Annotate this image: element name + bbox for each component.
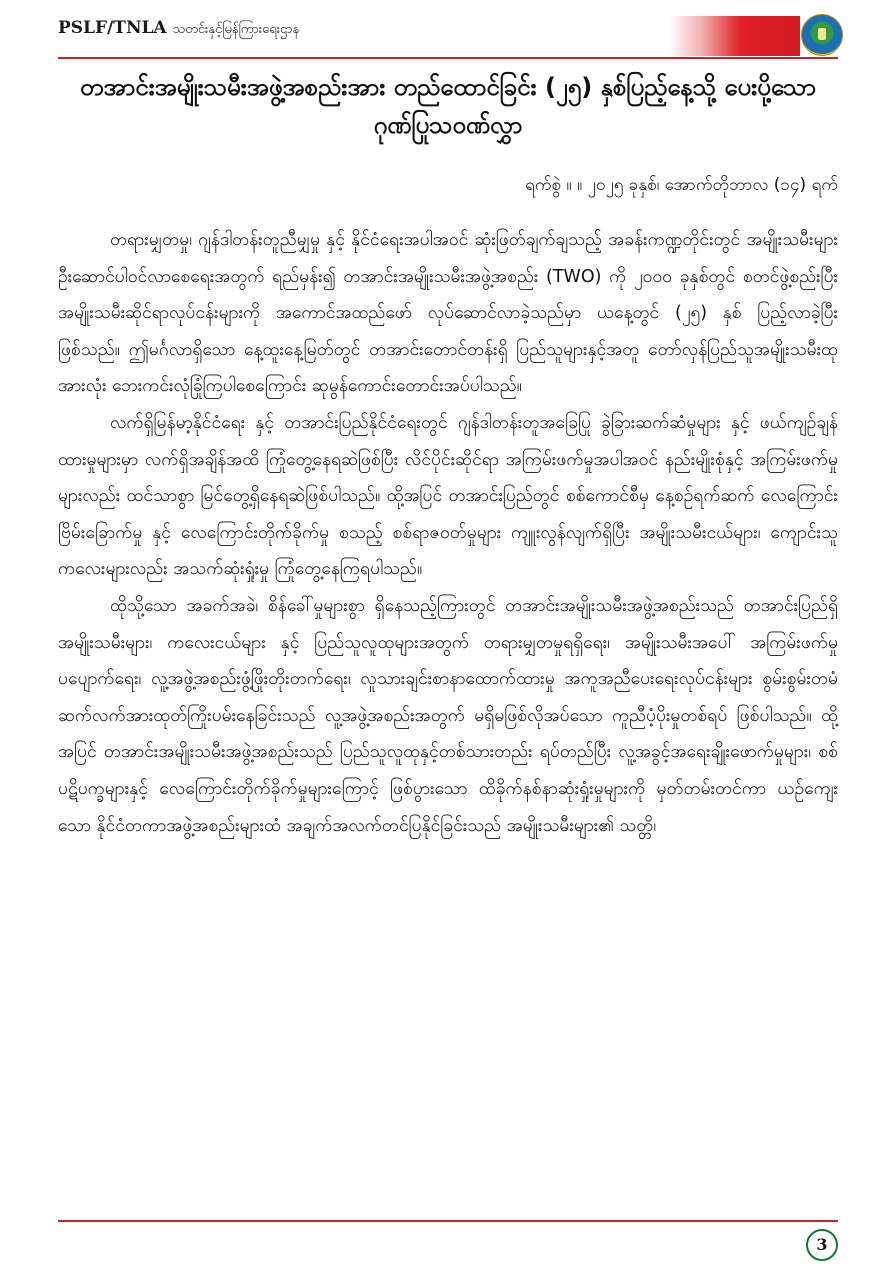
body-paragraph: ထိုသို့သော အခက်အခဲ၊ စိန်ခေါ်မှုများစွာ ရှိနေသည့်ကြားတွင် တအာင်းအမျိုးသမီးအဖွဲ့အစည်းသည် တအာင်းပြည်ရှိ အမျိုးသမီးများ၊ ကလေးငယ်များ နှင့် ပြည်သူလူထုများအတွက် တရားမျှတမှုရရှိရေး၊ အမျိုးသမီးအပေါ် အကြမ်းဖက်မှုပပျောက်ရေး၊ လူ့အဖွဲ့အစည်းဖွံ့ဖြိုးတိုးတက်ရေး၊ လူသားချင်းစာနာထောက်ထားမှု အကူအညီပေးရေးလုပ်ငန်းများ စွမ်းစွမ်းတမံ ဆက်လက်အားထုတ်ကြိုးပမ်းနေခြင်းသည် လူ့အဖွဲ့အစည်းအတွက် မရှိမဖြစ်လိုအပ်သော ကူညီပံ့ပိုးမှုတစ်ရပ် ဖြစ်ပါသည်။ ထို့အပြင် တအာင်းအမျိုးသမီးအဖွဲ့အစည်းသည် ပြည်သူလူထုနှင့်တစ်သားတည်း ရပ်တည်ပြီး လူ့အခွင့်အရေးချိုးဖောက်မှုများ၊ စစ်ပဋိပက္ခများနှင့် လေကြောင်းတိုက်ခိုက်မှုများကြောင့် ဖြစ်ပွားသော ထိခိုက်နစ်နာဆုံးရှုံးမှုများကို မှတ်တမ်းတင်ကာ ယဉ်ကျေးသော နိုင်ငံတကာအဖွဲ့အစည်းများထံ အချက်အလက်တင်ပြနိုင်ခြင်းသည် အမျိုးသမီးများ၏ သတ္တိ၊ <box>58 595 838 836</box>
document-date: ရက်စွဲ ။ ။ ၂၀၂၅ ခုနှစ်၊ အောက်တိုဘာလ (၁၄) ရက် <box>525 175 838 195</box>
logo-emblem-icon <box>818 28 826 40</box>
footer-divider <box>58 1220 838 1222</box>
header-divider <box>58 57 838 59</box>
page-header <box>0 0 896 70</box>
document-body <box>58 222 838 844</box>
body-paragraph: တရားမျှတမှု၊ ဂျန်ဒါတန်းတူညီမျှမှု နှင့် နိုင်ငံရေးအပါအဝင် ဆုံးဖြတ်ချက်ချသည့် အခန်းကဏ္ဍတိုင်းတွင် အမျိုးသမီးများ ဦးဆောင်ပါဝင်လာစေရေးအတွက် ရည်မှန်း၍ တအာင်းအမျိုးသမီးအဖွဲ့အစည်း (TWO) ကို ၂၀၀၀ ခုနှစ်တွင် စတင်ဖွဲ့စည်းပြီး အမျိုးသမီးဆိုင်ရာလုပ်ငန်းများကို အကောင်အထည်ဖော် လုပ်ဆောင်လာခဲ့သည်မှာ ယနေ့တွင် (၂၅) နှစ် ပြည့်လာခဲ့ပြီးဖြစ်သည်။ ဤမင်္ဂလာရှိသော နေ့ထူးနေ့မြတ်တွင် တအာင်းတောင်တန်းရှိ ပြည်သူများနှင့်အတူ တော်လှန်ပြည်သူအမျိုးသမီးထုအားလုံး ဘေးကင်းလုံခြုံကြပါစေကြောင်း ဆုမွန်ကောင်းတောင်းအပ်ပါသည်။ <box>58 230 838 397</box>
document-title: တအာင်းအမျိုးသမီးအဖွဲ့အစည်းအား တည်ထောင်ခြင်း (၂၅) နှစ်ပြည့်နေ့သို့ ပေးပို့သော ဂုဏ်ပြုသဝဏ်လွှာ <box>79 73 817 139</box>
header-accent-bar <box>668 16 800 56</box>
body-paragraph: လက်ရှိမြန်မာ့နိုင်ငံရေး နှင့် တအာင်းပြည်နိုင်ငံရေးတွင် ဂျန်ဒါတန်းတူအခြေပြု ခွဲခြားဆက်ဆံမှုများ နှင့် ဖယ်ကျဉ်ချန်ထားမှုများမှာ လက်ရှိအချိန်အထိ ကြုံတွေ့နေရဆဲဖြစ်ပြီး လိင်ပိုင်းဆိုင်ရာ အကြမ်းဖက်မှုအပါအဝင် နည်းမျိုးစုံနှင့် အကြမ်းဖက်မှုများလည်း ထင်သာစွာ မြင်တွေ့ရှိနေရဆဲဖြစ်ပါသည်။ ထို့အပြင် တအာင်းပြည်တွင် စစ်ကောင်စီမှ နေ့စဉ်ရက်ဆက် လေကြောင်းဗြိမ်းခြောက်မှု နှင့် လေကြောင်းတိုက်ခိုက်မှု စသည့် စစ်ရာဇဝတ်မှုများ ကျူးလွန်လျက်ရှိပြီး အမျိုးသမီးငယ်များ၊ ကျောင်းသူကလေးများလည်း အသက်ဆုံးရှုံးမှု ကြုံတွေ့နေကြရပါသည်။ <box>58 412 838 580</box>
department-name: သတင်းနှင့်မြန်ကြားရေးဌာန <box>172 22 300 37</box>
organization-name: PSLF/TNLA <box>58 18 167 38</box>
organization-heading <box>58 18 299 40</box>
page-number: 3 <box>806 1229 838 1261</box>
organization-logo-icon <box>801 14 843 56</box>
